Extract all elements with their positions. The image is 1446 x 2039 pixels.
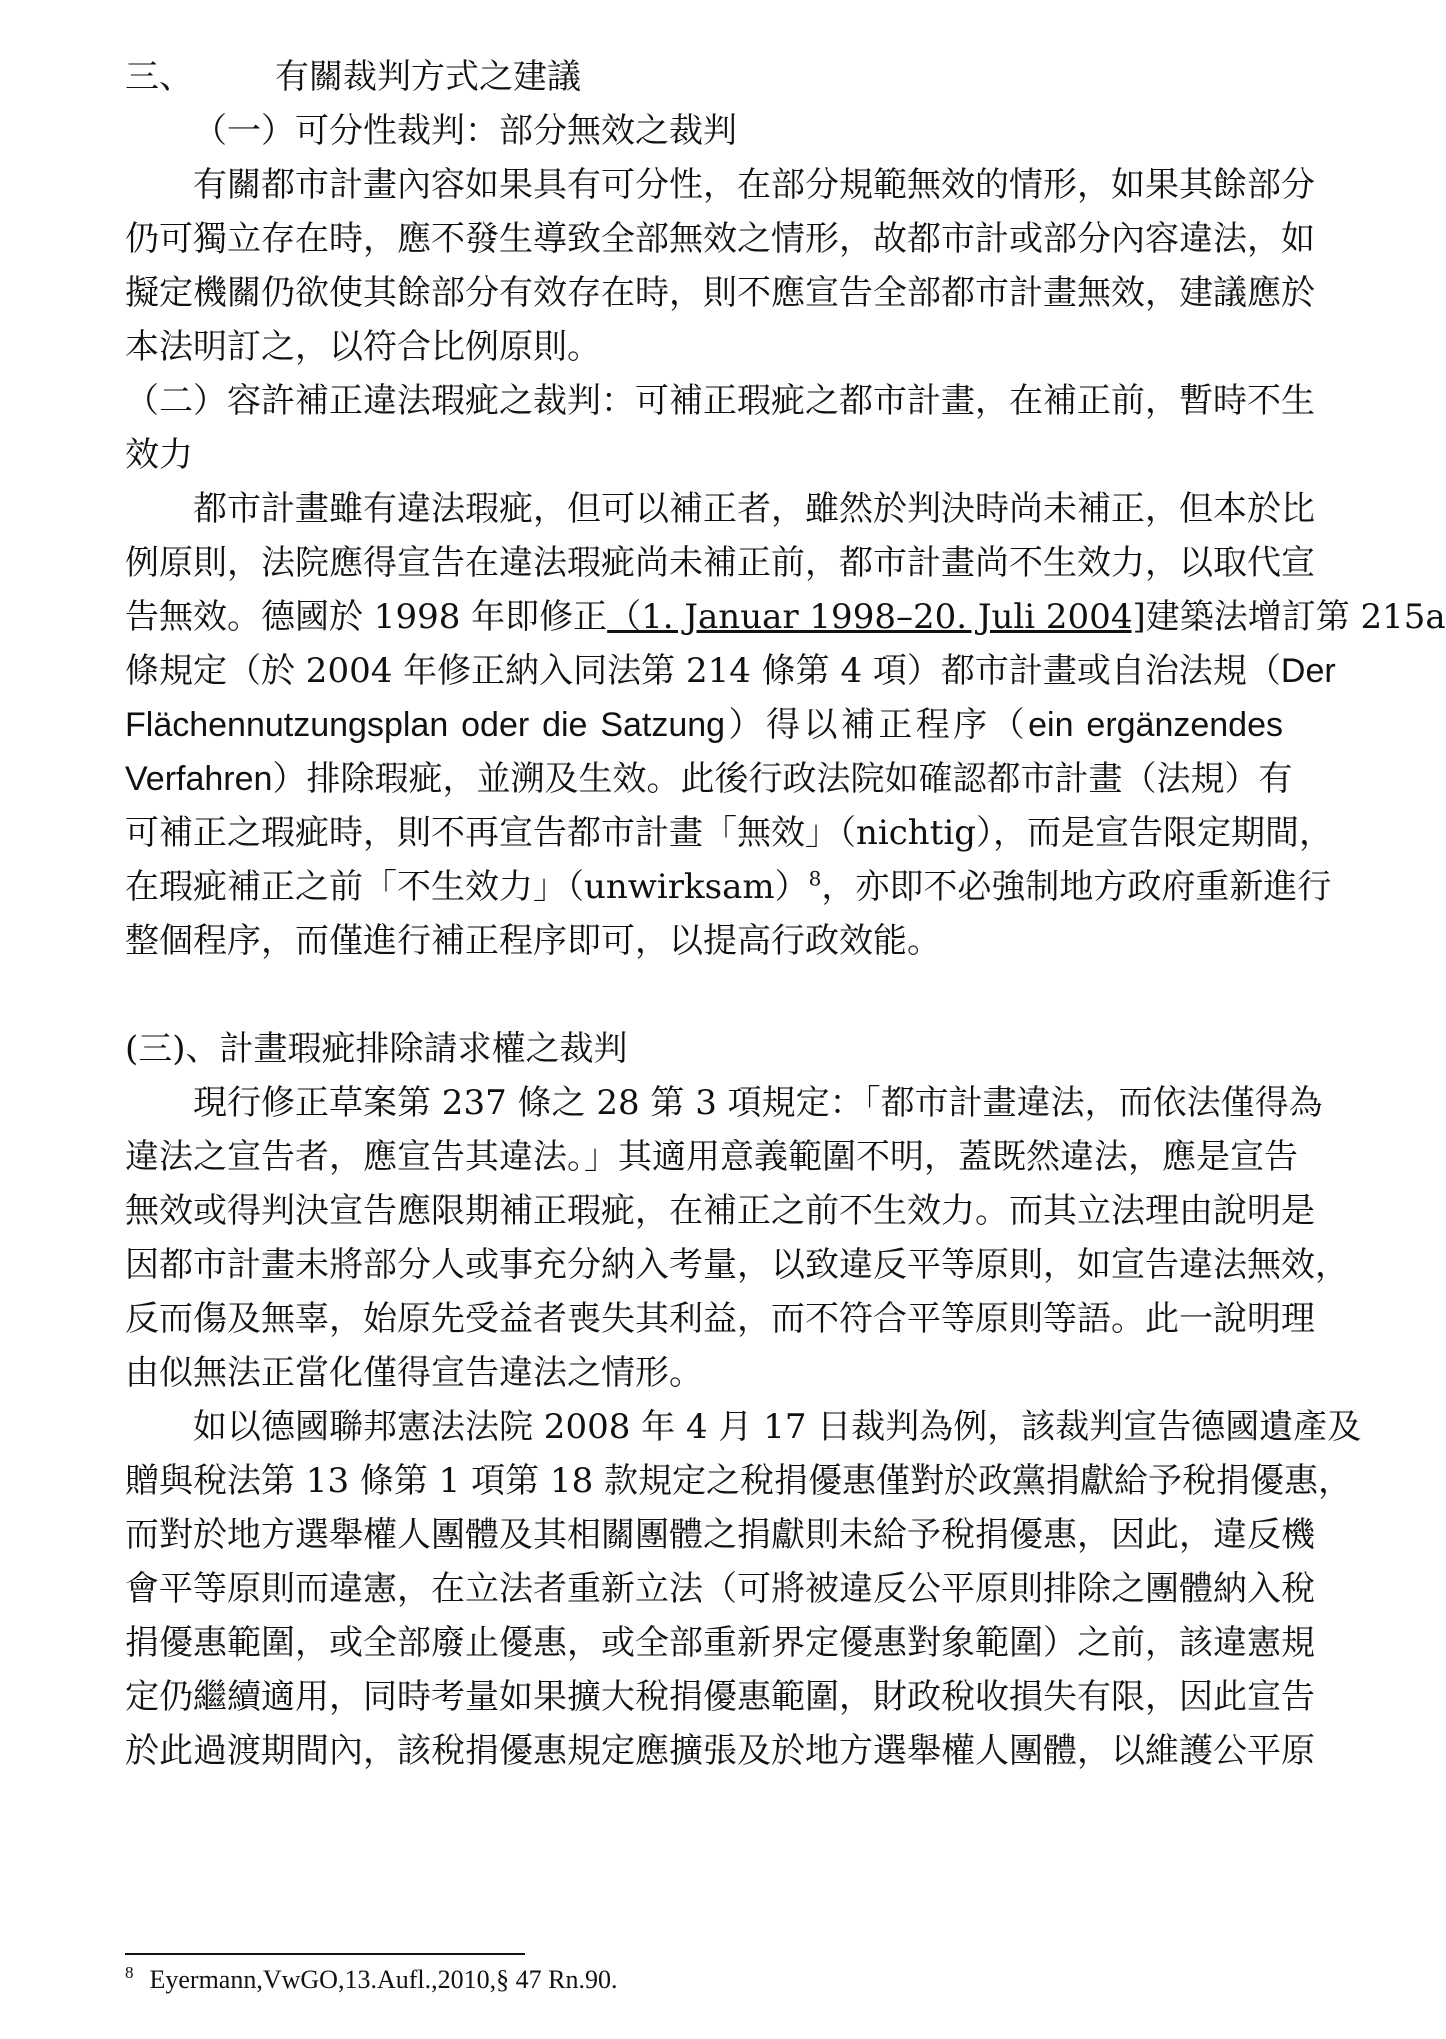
- underlined-citation: （1. Januar 1998–20. Juli 2004]: [607, 597, 1146, 637]
- paragraph-line: 捐優惠範圍，或全部廢止優惠，或全部重新界定優惠對象範圍）之前，該違憲規: [125, 1623, 1315, 1663]
- subsection-3-paragraph-2: [125, 1400, 1362, 1778]
- footnote-reference[interactable]: 8: [808, 866, 822, 891]
- paragraph-line: 仍可獨立存在時，應不發生導致全部無效之情形，故都市計或部分內容違法，如: [125, 219, 1315, 259]
- section-number: 三、: [125, 57, 193, 97]
- page-body: [125, 50, 1446, 1778]
- section-heading: [125, 50, 1283, 104]
- subsection-3-paragraph-1: [125, 1076, 1349, 1400]
- german-term: Verfahren: [125, 760, 273, 798]
- paragraph-line: 如以德國聯邦憲法法院 2008 年 4 月 17 日裁判為例，該裁判宣告德國遺產及: [193, 1407, 1362, 1447]
- paragraph-line: [125, 590, 1446, 644]
- text-run: ，亦即不必強制地方政府重新進行: [821, 867, 1332, 907]
- footnote-mark: 8: [125, 1963, 134, 1983]
- paragraph-line: [125, 752, 1293, 806]
- paragraph-line: 例原則，法院應得宣告在違法瑕疵尚未補正前，都市計畫尚不生效力，以取代宣: [125, 543, 1315, 583]
- footnote-text: Eyermann,VwGO,13.Aufl.,2010,§ 47 Rn.90.: [149, 1965, 618, 1994]
- german-term: Der: [1280, 652, 1336, 690]
- paragraph-line: 現行修正草案第 237 條之 28 第 3 項規定：「都市計畫違法，而依法僅得為: [193, 1083, 1323, 1123]
- paragraph-line: 會平等原則而違憲，在立法者重新立法（可將被違反公平原則排除之團體納入稅: [125, 1569, 1315, 1609]
- paragraph-line: 本法明訂之，以符合比例原則。: [125, 327, 601, 367]
- paragraph-line: 由似無法正當化僅得宣告違法之情形。: [125, 1353, 703, 1393]
- german-term: Flächennutzungsplan oder die Satzung: [125, 706, 726, 744]
- paragraph-line: 有關都市計畫內容如果具有可分性，在部分規範無效的情形，如果其餘部分: [193, 165, 1315, 205]
- subsection-2-paragraph: [125, 482, 1446, 968]
- paragraph-line: 可補正之瑕疵時，則不再宣告都市計畫「無效」（nichtig），而是宣告限定期間，: [125, 813, 1334, 853]
- subsection-1-heading: （一）可分性裁判：部分無效之裁判: [193, 111, 737, 151]
- heading-line: 效力: [125, 435, 193, 475]
- footnote: [125, 1960, 617, 2000]
- paragraph-line: 反而傷及無辜，始原先受益者喪失其利益，而不符合平等原則等語。此一說明理: [125, 1299, 1315, 1339]
- paragraph-line: [125, 644, 1336, 698]
- paragraph-line: [125, 698, 1283, 752]
- paragraph-line: 都市計畫雖有違法瑕疵，但可以補正者，雖然於判決時尚未補正，但本於比: [193, 489, 1315, 529]
- footnote-separator: [125, 1953, 525, 1955]
- subsection-3-heading: (三)、計畫瑕疵排除請求權之裁判: [125, 1029, 628, 1069]
- paragraph-line: 擬定機關仍欲使其餘部分有效存在時，則不應宣告全部都市計畫無效，建議應於: [125, 273, 1315, 313]
- text-run: ）得以補正程序（: [725, 705, 1029, 745]
- paragraph-line: 而對於地方選舉權人團體及其相關團體之捐獻則未給予稅捐優惠，因此，違反機: [125, 1515, 1315, 1555]
- text-run: ）排除瑕疵，並溯及生效。此後行政法院如確認都市計畫（法規）有: [272, 759, 1293, 799]
- subsection-2-heading: [125, 374, 1315, 482]
- heading-line: （二）容許補正違法瑕疵之裁判：可補正瑕疵之都市計畫，在補正前，暫時不生: [125, 381, 1315, 421]
- subsection-1-paragraph: [125, 158, 1315, 374]
- paragraph-line: 定仍繼續適用，同時考量如果擴大稅捐優惠範圍，財政稅收損失有限，因此宣告: [125, 1677, 1315, 1717]
- text-run: 告無效。德國於 1998 年即修正: [125, 597, 608, 637]
- text-run: 條規定（於 2004 年修正納入同法第 214 條第 4 項）都市計畫或自治法規（: [125, 651, 1281, 691]
- paragraph-line: 贈與稅法第 13 條第 1 項第 18 款規定之稅捐優惠僅對於政黨捐獻給予稅捐優惠，: [125, 1461, 1353, 1501]
- paragraph-line: 因都市計畫未將部分人或事充分納入考量，以致違反平等原則，如宣告違法無效，: [125, 1245, 1349, 1285]
- paragraph-line: 違法之宣告者，應宣告其違法。」其適用意義範圍不明，蓋既然違法，應是宣告: [125, 1137, 1298, 1177]
- german-term: ein ergänzendes: [1028, 706, 1284, 744]
- blank-line: [125, 968, 1283, 1022]
- paragraph-line: 無效或得判決宣告應限期補正瑕疵，在補正之前不生效力。而其立法理由說明是: [125, 1191, 1315, 1231]
- paragraph-line: [125, 860, 1332, 914]
- section-title: 有關裁判方式之建議: [275, 57, 581, 97]
- text-run: 在瑕疵補正之前「不生效力」（unwirksam）: [125, 867, 809, 907]
- paragraph-line: 於此過渡期間內，該稅捐優惠規定應擴張及於地方選舉權人團體，以維護公平原: [125, 1731, 1315, 1771]
- text-run: 建築法增訂第 215a: [1145, 597, 1446, 637]
- paragraph-line: 整個程序，而僅進行補正程序即可，以提高行政效能。: [125, 921, 941, 961]
